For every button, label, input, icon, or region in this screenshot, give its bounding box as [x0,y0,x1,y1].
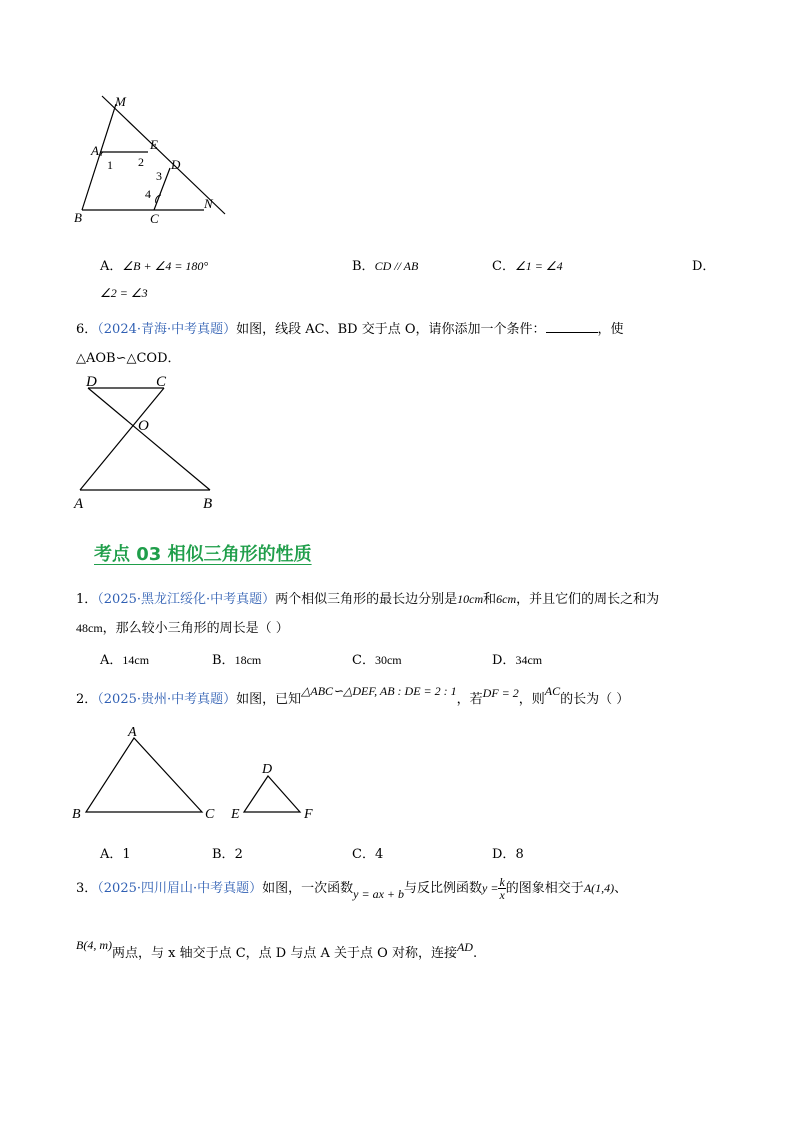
s3q2-option-b[interactable]: B．2 [212,847,243,862]
angle-3: 3 [156,169,162,183]
label-N: N [204,196,213,211]
label-M: M [115,94,126,109]
s3q1-option-d[interactable]: D．34cm [492,653,543,668]
label-E: E [150,137,158,152]
angle-2: 2 [138,155,144,169]
label-C: C [205,807,215,822]
q6-answer-blank[interactable] [546,320,598,333]
s3q2-line1: 2．（2025·贵州·中考真题）如图，已知△ABC∽△DEF, AB : DE = 2 : 1，若DF = 2，则AC的长为（ ） [76,684,630,707]
section-title: 考点 03 相似三角形的性质 [94,544,312,565]
label-A: A [91,143,99,158]
label-D: D [262,762,273,777]
figure-q6 [70,372,230,512]
s3q3-line1: 3．（2025·四川眉山·中考真题）如图，一次函数y = ax + b与反比例函数y = $\frac{k}{x}$ 的图象相交于A(1,4)、 [76,875,628,902]
label-B: B [74,210,82,225]
q5-option-d-expr: ∠2 = ∠3 [100,286,148,300]
s3q1-line2: 48cm，那么较小三角形的周长是（ ） [76,621,289,636]
label-C: C [150,211,159,226]
label-D: D [171,157,181,172]
s3q3-line2: B(4, m)两点，与 x 轴交于点 C，点 D 与点 A 关于点 O 对称，连接AD. [76,938,478,961]
s3q2-source: （2025·贵州·中考真题） [97,692,237,707]
figure-s3q2 [70,722,330,832]
s3q1-option-a[interactable]: A．14cm [100,653,150,668]
s3q1-line1: 1．（2025·黑龙江绥化·中考真题）两个相似三角形的最长边分别是10cm和6cm，并且它们的周长之和为 [76,592,660,607]
s3q1-option-c[interactable]: C．30cm [352,653,402,668]
label-D: D [86,374,97,390]
label-C: C [156,374,167,390]
angle-1: 1 [107,158,113,172]
label-F: F [304,807,313,822]
s3q2-option-c[interactable]: C．4 [352,847,384,862]
label-O: O [138,418,149,434]
q6-source: （2024·青海·中考真题） [97,322,237,337]
label-A: A [128,725,137,740]
q5-option-b[interactable]: B．CD // AB [352,259,419,274]
label-B: B [72,807,81,822]
s3q2-option-d[interactable]: D．8 [492,847,524,862]
label-B: B [203,496,213,512]
s3q3-source: （2025·四川眉山·中考真题） [97,881,263,896]
s3q1-source: （2025·黑龙江绥化·中考真题） [97,592,276,607]
q5-option-c[interactable]: C．∠1 = ∠4 [492,259,563,274]
q5-option-d-letter[interactable]: D． [692,259,716,274]
label-A: A [74,496,84,512]
s3q2-option-a[interactable]: A．1 [100,847,131,862]
label-E: E [231,807,240,822]
q5-option-a[interactable]: A．∠B + ∠4 = 180° [100,259,209,274]
figure-q5 [70,92,230,232]
angle-4: 4 [145,187,151,201]
q6-line2: △AOB∽△COD． [76,351,181,366]
fraction-k-over-x: $\frac{k}{x}$ [499,875,505,902]
s3q1-option-b[interactable]: B．18cm [212,653,262,668]
q6-line1: 6．（2024·青海·中考真题）如图，线段 AC、BD 交于点 O，请你添加一个条件： ，使 [76,322,624,337]
